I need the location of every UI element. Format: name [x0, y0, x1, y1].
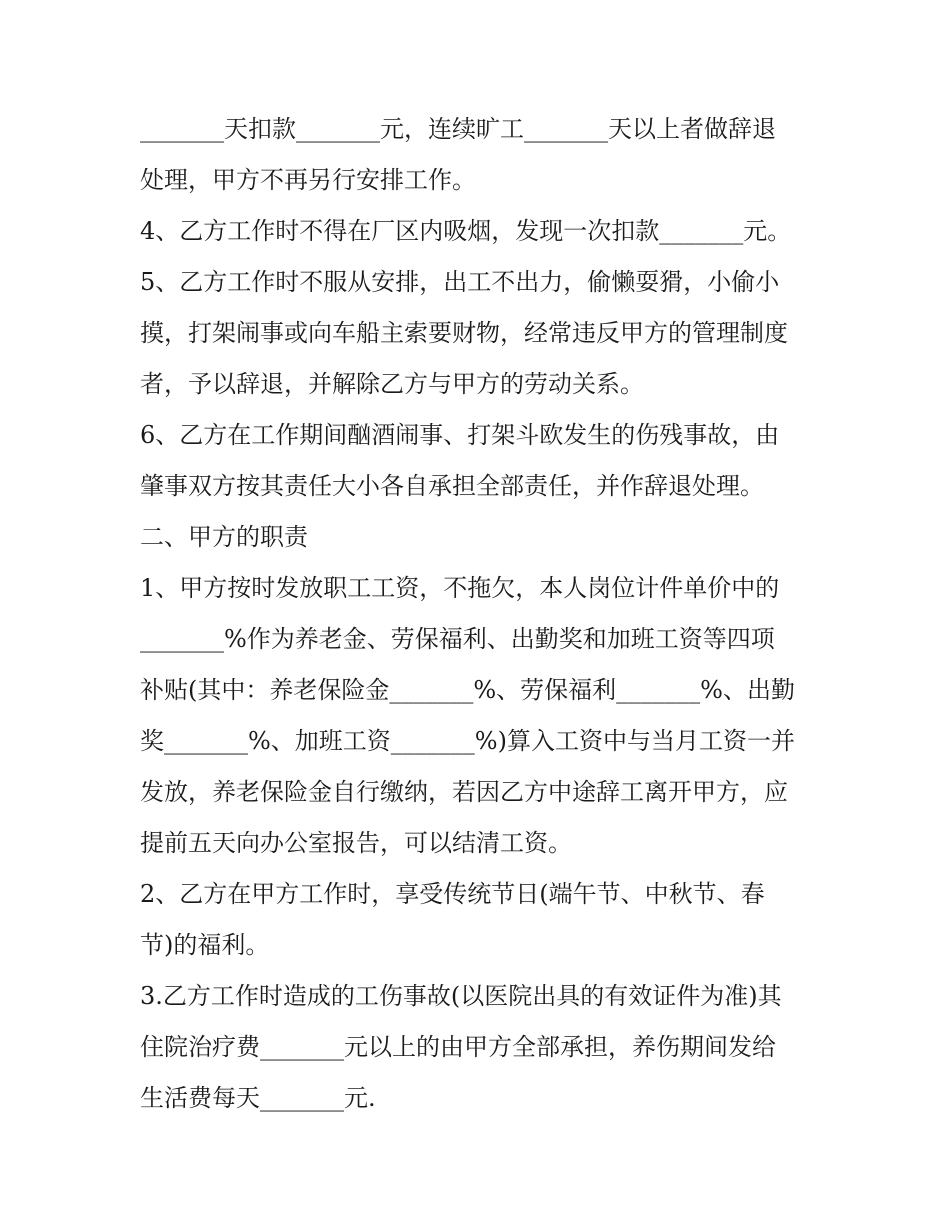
text-line: 提前五天向办公室报告，可以结清工资。 — [140, 829, 572, 857]
text-line: 肇事双方按其责任大小各自承担全部责任，并作辞退处理。 — [140, 472, 764, 500]
text-line: _______%作为养老金、劳保福利、出勤奖和加班工资等四项 — [140, 625, 775, 653]
text-line: 奖_______%、加班工资_______%)算入工资中与当月工资一并 — [140, 727, 795, 755]
text-line: 2、乙方在甲方工作时，享受传统节日(端午节、中秋节、春 — [140, 880, 765, 908]
text-line: 补贴(其中：养老保险金_______%、劳保福利_______%、出勤 — [140, 676, 795, 704]
text-line: 节)的福利。 — [140, 931, 270, 959]
text-line: 发放，养老保险金自行缴纳，若因乙方中途辞工离开甲方，应 — [140, 778, 788, 806]
text-line: 生活费每天_______元. — [140, 1084, 376, 1112]
text-line: 者，予以辞退，并解除乙方与甲方的劳动关系。 — [140, 370, 644, 398]
document-page — [140, 104, 820, 1124]
text-line: 处理，甲方不再另行安排工作。 — [140, 166, 476, 194]
text-line: 4、乙方工作时不得在厂区内吸烟，发现一次扣款_______元。 — [140, 217, 792, 245]
text-line: 住院治疗费_______元以上的由甲方全部承担，养伤期间发给 — [140, 1033, 776, 1061]
text-line: _______天扣款_______元，连续旷工_______天以上者做辞退 — [140, 115, 776, 143]
text-line: 3.乙方工作时造成的工伤事故(以医院出具的有效证件为准)其 — [140, 982, 782, 1010]
text-line: 6、乙方在工作期间酗酒闹事、打架斗欧发生的伤残事故，由 — [140, 421, 780, 449]
text-line: 摸，打架闹事或向车船主索要财物，经常违反甲方的管理制度 — [140, 319, 788, 347]
text-line: 5、乙方工作时不服从安排，出工不出力，偷懒耍猾，小偷小 — [140, 268, 780, 296]
text-line: 1、甲方按时发放职工工资，不拖欠，本人岗位计件单价中的 — [140, 574, 780, 602]
section-heading: 二、甲方的职责 — [140, 523, 308, 551]
